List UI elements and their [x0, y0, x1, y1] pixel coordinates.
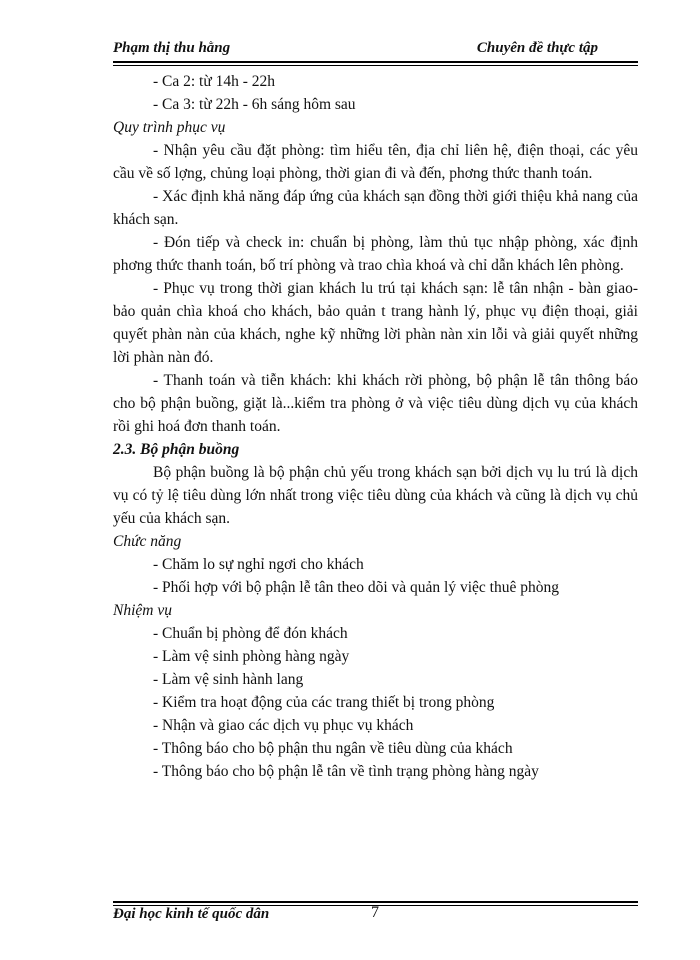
list-item: - Ca 2: từ 14h - 22h: [153, 73, 276, 90]
list-item: - Làm vệ sinh hành lang: [153, 671, 304, 688]
footer-institution: Đại học kinh tế quốc dân: [113, 906, 270, 922]
list-item: - Phối hợp với bộ phận lễ tân theo dõi và quản lý việc thuê phòng: [153, 579, 559, 596]
paragraph: Bộ phận buồng là bộ phận chủ yếu trong khách sạn bởi dịch vụ lu trú là dịch vụ có tỷ lệ tiêu dùng lớn nhất trong việc tiêu dùng của khách và cũng là dịch vụ chủ yếu của khách sạn.: [113, 464, 638, 527]
page-header: [113, 38, 638, 62]
footer-rule: [113, 901, 638, 903]
paragraph: - Xác định khả năng đáp ứng của khách sạn đồng thời giới thiệu khả nang của khách sạn.: [113, 188, 638, 228]
list-item: - Chuẩn bị phòng để đón khách: [153, 625, 348, 642]
page-footer: [113, 906, 638, 930]
header-author: Phạm thị thu hằng: [113, 40, 231, 56]
header-rule: [113, 61, 638, 63]
list-item: - Chăm lo sự nghỉ ngơi cho khách: [153, 556, 364, 573]
document-body: [113, 70, 638, 783]
paragraph: - Thanh toán và tiễn khách: khi khách rời phòng, bộ phận lễ tân thông báo cho bộ phận buồng, giặt là...kiểm tra phòng ở và việc tiêu dùng dịch vụ của khách rồi ghi hoá đơn thanh toán.: [113, 372, 638, 435]
list-item: - Ca 3: từ 22h - 6h sáng hôm sau: [153, 96, 356, 113]
subheading-function: Chức năng: [113, 533, 182, 550]
list-item: - Thông báo cho bộ phận lễ tân về tình trạng phòng hàng ngày: [153, 763, 539, 780]
list-item: - Làm vệ sinh phòng hàng ngày: [153, 648, 350, 665]
paragraph: - Phục vụ trong thời gian khách lu trú tại khách sạn: lễ tân nhận - bàn giao- bảo quản chìa khoá cho khách, bảo quản t trang hành lý, phục vụ điện thoại, giải quyết phàn nàn của khách, nghe kỹ những lời phàn nàn xin lỗi và giải quyết những lời phàn nàn đó.: [113, 280, 638, 366]
section-heading: 2.3. Bộ phận buồng: [113, 441, 240, 458]
paragraph: - Đón tiếp và check in: chuẩn bị phòng, làm thủ tục nhập phòng, xác định phơng thức thanh toán, bố trí phòng và trao chìa khoá và chỉ dẫn khách lên phòng.: [113, 234, 638, 274]
subheading-duties: Nhiệm vụ: [113, 602, 172, 619]
list-item: - Nhận và giao các dịch vụ phục vụ khách: [153, 717, 414, 734]
page-number: 7: [371, 906, 379, 921]
header-rule-thin: [113, 65, 638, 66]
paragraph: - Nhận yêu cầu đặt phòng: tìm hiểu tên, địa chỉ liên hệ, điện thoại, các yêu cầu về số lợng, chủng loại phòng, thời gian đi và đến, phơng thức thanh toán.: [113, 142, 638, 182]
header-title: Chuyên đề thực tập: [476, 40, 598, 56]
subheading-service-process: Quy trình phục vụ: [113, 119, 226, 136]
list-item: - Kiểm tra hoạt động của các trang thiết bị trong phòng: [153, 694, 495, 711]
list-item: - Thông báo cho bộ phận thu ngân về tiêu dùng của khách: [153, 740, 513, 757]
